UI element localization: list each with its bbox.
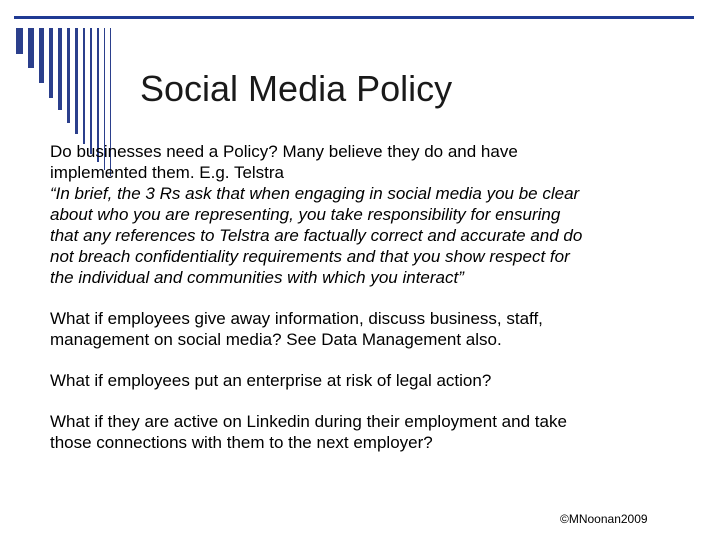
bar-4 bbox=[49, 28, 53, 98]
paragraph-data-management: What if employees give away information, discuss business, staff, management on social media? See Data Management also. bbox=[50, 309, 543, 349]
slide-body bbox=[50, 141, 690, 453]
slide-title: Social Media Policy bbox=[140, 68, 453, 109]
bar-9 bbox=[90, 28, 92, 154]
paragraph-legal-risk: What if employees put an enterprise at risk of legal action? bbox=[50, 371, 492, 390]
paragraph-telstra-quote: “In brief, the 3 Rs ask that when engaging in social media you be clear about who you are representing, you take responsibility for ensuring that any references to Telstra are factually correct and accurate and do not breach confidentiality requirements and that you show respect for the individual and communities with which you interact” bbox=[50, 184, 583, 287]
bar-7 bbox=[75, 28, 78, 134]
paragraph-policy-intro: Do businesses need a Policy? Many believe they do and have implemented them. E.g. Telstra bbox=[50, 142, 518, 182]
copyright-footer: ©MNoonan2009 bbox=[560, 512, 648, 526]
bar-6 bbox=[67, 28, 70, 123]
bar-1 bbox=[16, 28, 23, 54]
bar-8 bbox=[83, 28, 85, 144]
top-rule bbox=[14, 16, 694, 19]
bar-3 bbox=[39, 28, 44, 83]
bar-2 bbox=[28, 28, 34, 68]
bar-5 bbox=[58, 28, 62, 110]
paragraph-linkedin: What if they are active on Linkedin during their employment and take those connections with them to the next employer? bbox=[50, 412, 567, 452]
